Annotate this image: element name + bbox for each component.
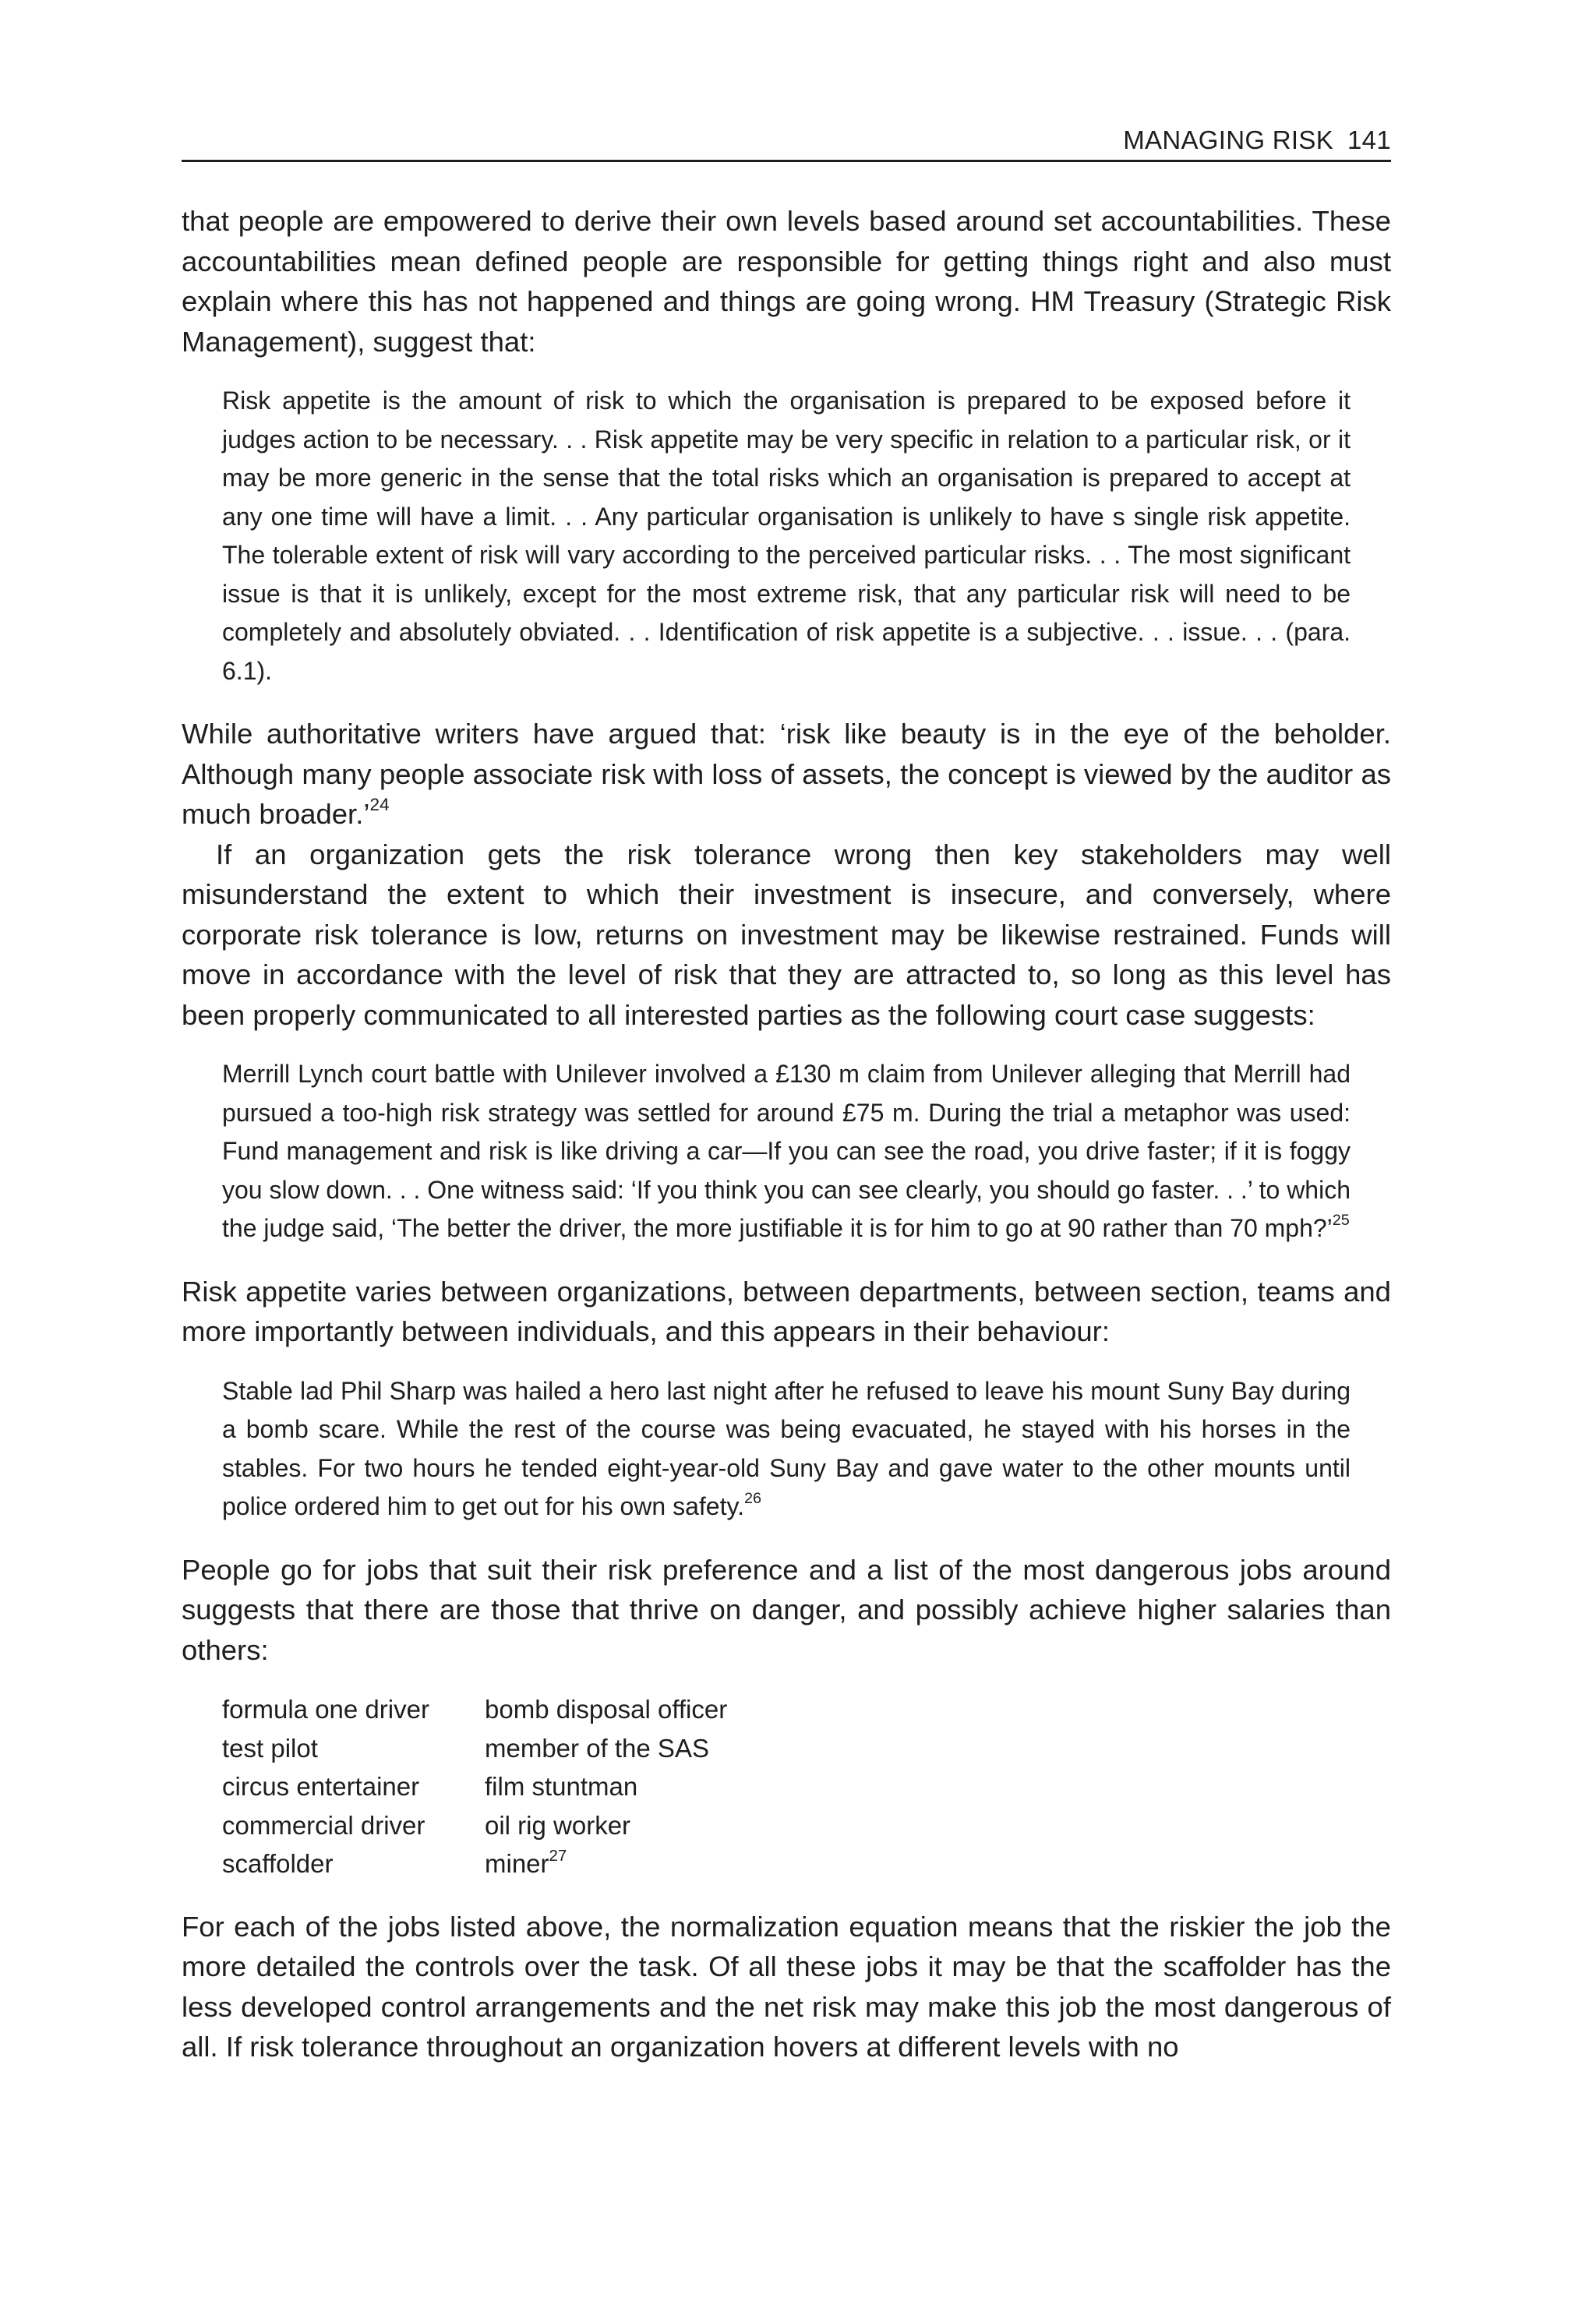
page-number: 141 xyxy=(1347,125,1391,154)
page-body xyxy=(182,201,1391,2067)
running-title: MANAGING RISK xyxy=(1123,125,1334,154)
list-item xyxy=(222,1767,1391,1806)
paragraph-2-text: While authoritative writers have argued that: ‘risk like beauty is in the eye of the beholder. Although many people associate risk with loss of assets, the concept is viewed by the auditor as much broader.’ xyxy=(182,718,1391,830)
list-item xyxy=(222,1806,1391,1845)
block-quote-stable-lad xyxy=(222,1372,1351,1527)
job-name-text: miner xyxy=(485,1849,549,1878)
paragraph-6: For each of the jobs listed above, the normalization equation means that the riskier the job the more detailed the controls over the task. Of all these jobs it may be that the scaffolder has the less developed control arrangements and the net risk may make this job the most dangerous of all. If risk tolerance throughout an organization hovers at different levels with no xyxy=(182,1910,1391,2063)
block-quote-merrill-lynch xyxy=(222,1055,1351,1248)
paragraph-5: People go for jobs that suit their risk preference and a list of the most dangerous jobs around suggests that there are those that thrive on danger, and possibly achieve higher salaries than others: xyxy=(182,1553,1391,1666)
paragraph-4: Risk appetite varies between organizations, between departments, between section, teams and more importantly between individuals, and this appears in their behaviour: xyxy=(182,1275,1391,1347)
job-name: bomb disposal officer xyxy=(485,1695,728,1724)
list-item xyxy=(222,1844,1391,1883)
job-name: test pilot xyxy=(222,1733,318,1763)
footnote-ref-25: 25 xyxy=(1332,1212,1350,1230)
block-quote-merrill-lynch-text: Merrill Lynch court battle with Unilever involved a £130 m claim from Unilever alleging that Merrill had pursued a too-high risk strategy was settled for around £75 m. During the trial a metaphor was used: Fund management and risk is like driving a car—If you can see the road, you drive faster; if it is foggy you slow down. . . One witness said: ‘If you think you can see clearly, you should go faster. . .’ to which the judge said, ‘The better the driver, the more justifiable it is for him to go at 90 rather than 70 mph?’ xyxy=(222,1060,1351,1242)
paragraph-1: that people are empowered to derive their own levels based around set accountabilities. These accountabilities mean defined people are responsible for getting things right and also must explain where this has not happened and things are going wrong. HM Treasury (Strategic Risk Management), suggest that: xyxy=(182,205,1391,358)
footnote-ref-24: 24 xyxy=(369,795,390,815)
job-name: scaffolder xyxy=(222,1849,334,1878)
list-item xyxy=(222,1690,1391,1729)
block-quote-hm-treasury: Risk appetite is the amount of risk to which the organisation is prepared to be exposed before it judges action to be necessary. . . Risk appetite may be very specific in relation to a particular risk, or it may be more generic in the sense that the total risks which an organisation is prepared to accept at any one time will have a limit. . . Any particular organisation is unlikely to have s single risk appetite. The tolerable extent of risk will vary according to the perceived particular risks. . . The most significant issue is that it is unlikely, except for the most extreme risk, that any particular risk will need to be completely and absolutely obviated. . . Identification of risk appetite is a subjective. . . issue. . . (para. 6.1). xyxy=(222,386,1351,685)
job-name: commercial driver xyxy=(222,1810,425,1840)
job-name: member of the SAS xyxy=(485,1733,709,1763)
paragraph-3: If an organization gets the risk tolerance wrong then key stakeholders may well misunderstand the extent to which their investment is insecure, and conversely, where corporate risk tolerance is low, returns on investment may be likewise restrained. Funds will move in accordance with the level of risk that they are attracted to, so long as this level has been properly communicated to all interested parties as the following court case suggests: xyxy=(182,838,1391,1031)
job-name: formula one driver xyxy=(222,1695,429,1724)
job-name: circus entertainer xyxy=(222,1772,420,1801)
job-name xyxy=(485,1844,567,1883)
list-item xyxy=(222,1729,1391,1768)
dangerous-jobs-list xyxy=(222,1690,1391,1883)
job-name: film stuntman xyxy=(485,1772,638,1801)
block-quote-stable-lad-text: Stable lad Phil Sharp was hailed a hero last night after he refused to leave his mount Suny Bay during a bomb scare. While the rest of the course was being evacuated, he stayed with his horses in the stables. For two hours he tended eight-year-old Suny Bay and gave water to the other mounts until police ordered him to get out for his own safety. xyxy=(222,1376,1351,1520)
paragraph-2 xyxy=(182,714,1391,835)
footnote-ref-26: 26 xyxy=(743,1490,762,1508)
running-header xyxy=(182,121,1391,162)
job-name: oil rig worker xyxy=(485,1810,631,1840)
footnote-ref-27: 27 xyxy=(549,1846,567,1865)
